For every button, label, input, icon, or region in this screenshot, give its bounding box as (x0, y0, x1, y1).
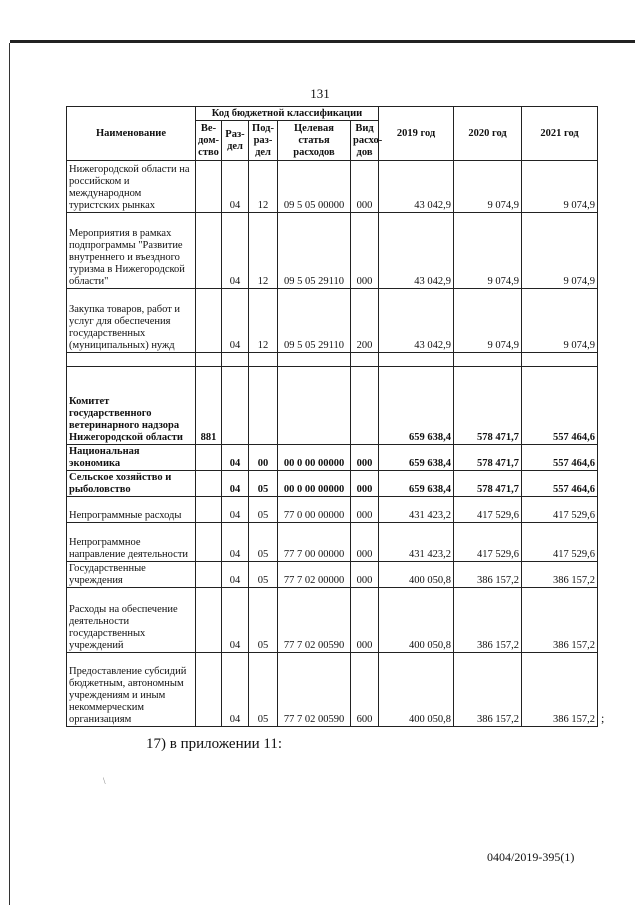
cell-target: 00 0 00 00000 (278, 471, 351, 497)
page-number: 131 (310, 86, 330, 101)
cell-vedomstvo (196, 161, 222, 213)
table-header (67, 107, 598, 161)
cell-2021: 386 157,2 (522, 562, 598, 588)
header-vedomstvo: Ве-дом-ство (196, 121, 222, 161)
cell-razdel (222, 367, 249, 445)
cell-vedomstvo (196, 289, 222, 353)
table-row (67, 213, 598, 289)
cell-2019: 43 042,9 (379, 161, 454, 213)
appendix-heading: 17) в приложении 11: (146, 736, 283, 752)
cell-name: Мероприятия в рамках подпрограммы "Развитие внутреннего и въездного туризма в Нижегородской области" (67, 213, 196, 289)
cell-2021: 557 464,6 (522, 445, 598, 471)
table-row (67, 471, 598, 497)
cell-podrazdel: 05 (249, 523, 278, 562)
cell-name: Расходы на обеспечение деятельности государственных учреждений (67, 588, 196, 653)
cell-podrazdel (249, 367, 278, 445)
cell-target: 00 0 00 00000 (278, 445, 351, 471)
table-row (67, 353, 598, 367)
cell-vid: 000 (351, 497, 379, 523)
stray-mark: \ (103, 776, 106, 786)
cell-2020: 578 471,7 (454, 445, 522, 471)
cell-name: Закупка товаров, работ и услуг для обеспечения государственных (муниципальных) нужд (67, 289, 196, 353)
cell-vedomstvo (196, 353, 222, 367)
cell-2019 (379, 353, 454, 367)
header-podrazdel: Под-раз-дел (249, 121, 278, 161)
cell-2019: 400 050,8 (379, 653, 454, 727)
cell-2020: 417 529,6 (454, 497, 522, 523)
cell-podrazdel: 05 (249, 471, 278, 497)
table-row (67, 367, 598, 445)
cell-2020: 417 529,6 (454, 523, 522, 562)
header-2019: 2019 год (379, 107, 454, 161)
cell-razdel: 04 (222, 161, 249, 213)
table-row (67, 445, 598, 471)
cell-razdel (222, 353, 249, 367)
cell-name: Предоставление субсидий бюджетным, автономным учреждениям и иным некоммерческим организациям (67, 653, 196, 727)
cell-target: 09 5 05 29110 (278, 213, 351, 289)
cell-target: 09 5 05 29110 (278, 289, 351, 353)
cell-2019: 43 042,9 (379, 289, 454, 353)
cell-target: 77 7 02 00000 (278, 562, 351, 588)
cell-2019: 659 638,4 (379, 445, 454, 471)
cell-razdel: 04 (222, 213, 249, 289)
cell-name: Сельское хозяйство и рыболовство (67, 471, 196, 497)
cell-2020: 578 471,7 (454, 471, 522, 497)
cell-name (67, 353, 196, 367)
cell-podrazdel: 05 (249, 653, 278, 727)
cell-vid: 200 (351, 289, 379, 353)
cell-2020: 386 157,2 (454, 562, 522, 588)
cell-podrazdel (249, 353, 278, 367)
cell-vid: 000 (351, 161, 379, 213)
cell-razdel: 04 (222, 653, 249, 727)
cell-2021: 557 464,6 (522, 471, 598, 497)
cell-vid: 000 (351, 445, 379, 471)
cell-vedomstvo (196, 445, 222, 471)
cell-vedomstvo (196, 213, 222, 289)
cell-2020 (454, 353, 522, 367)
cell-2021: 557 464,6 (522, 367, 598, 445)
cell-vedomstvo (196, 523, 222, 562)
cell-2019: 431 423,2 (379, 497, 454, 523)
cell-vedomstvo (196, 653, 222, 727)
cell-2020: 9 074,9 (454, 161, 522, 213)
cell-2021: 9 074,9 (522, 161, 598, 213)
cell-vid: 000 (351, 471, 379, 497)
cell-name: Комитет государственного ветеринарного надзора Нижегородской области (67, 367, 196, 445)
cell-razdel: 04 (222, 445, 249, 471)
cell-name: Нижегородской области на российском и международном туристских рынках (67, 161, 196, 213)
cell-vid: 600 (351, 653, 379, 727)
cell-target: 77 7 00 00000 (278, 523, 351, 562)
table-row (67, 588, 598, 653)
cell-2019: 400 050,8 (379, 562, 454, 588)
cell-razdel: 04 (222, 471, 249, 497)
header-code-group: Код бюджетной классификации (196, 107, 379, 121)
cell-2020: 386 157,2 (454, 653, 522, 727)
header-2021: 2021 год (522, 107, 598, 161)
cell-razdel: 04 (222, 497, 249, 523)
cell-name: Непрограммное направление деятельности (67, 523, 196, 562)
cell-razdel: 04 (222, 289, 249, 353)
cell-target: 77 7 02 00590 (278, 588, 351, 653)
budget-table (66, 106, 598, 727)
cell-2020: 578 471,7 (454, 367, 522, 445)
table-body (67, 161, 598, 727)
top-border-line (10, 40, 635, 43)
cell-vedomstvo (196, 471, 222, 497)
cell-2021: 9 074,9 (522, 213, 598, 289)
cell-2021 (522, 353, 598, 367)
cell-2019: 659 638,4 (379, 367, 454, 445)
cell-podrazdel: 12 (249, 289, 278, 353)
cell-target: 77 7 02 00590 (278, 653, 351, 727)
cell-target: 09 5 05 00000 (278, 161, 351, 213)
cell-vedomstvo: 881 (196, 367, 222, 445)
cell-razdel: 04 (222, 588, 249, 653)
cell-target (278, 353, 351, 367)
cell-2021: 386 157,2 (522, 588, 598, 653)
header-vid: Вид расхо-дов (351, 121, 379, 161)
cell-2021: 417 529,6 (522, 497, 598, 523)
document-number: 0404/2019-395(1) (487, 850, 575, 864)
cell-podrazdel: 05 (249, 588, 278, 653)
header-target: Целевая статья расходов (278, 121, 351, 161)
header-2020: 2020 год (454, 107, 522, 161)
cell-2019: 43 042,9 (379, 213, 454, 289)
cell-podrazdel: 00 (249, 445, 278, 471)
table-row (67, 161, 598, 213)
table-row (67, 653, 598, 727)
cell-vid (351, 367, 379, 445)
cell-target (278, 367, 351, 445)
cell-vedomstvo (196, 497, 222, 523)
cell-target: 77 0 00 00000 (278, 497, 351, 523)
header-razdel: Раз-дел (222, 121, 249, 161)
cell-vid: 000 (351, 562, 379, 588)
cell-2020: 9 074,9 (454, 289, 522, 353)
table-row (67, 523, 598, 562)
cell-vid: 000 (351, 588, 379, 653)
left-border-line (9, 43, 10, 905)
cell-2020: 9 074,9 (454, 213, 522, 289)
trailing-semicolon: ; (601, 711, 605, 725)
cell-name: Непрограммные расходы (67, 497, 196, 523)
cell-vid: 000 (351, 213, 379, 289)
cell-2019: 400 050,8 (379, 588, 454, 653)
table-row (67, 497, 598, 523)
table-row (67, 562, 598, 588)
cell-2019: 659 638,4 (379, 471, 454, 497)
cell-razdel: 04 (222, 523, 249, 562)
cell-2020: 386 157,2 (454, 588, 522, 653)
cell-vid: 000 (351, 523, 379, 562)
cell-name: Национальная экономика (67, 445, 196, 471)
cell-2019: 431 423,2 (379, 523, 454, 562)
cell-vedomstvo (196, 562, 222, 588)
cell-2021: 386 157,2 (522, 653, 598, 727)
cell-2021: 417 529,6 (522, 523, 598, 562)
cell-2021: 9 074,9 (522, 289, 598, 353)
cell-vid (351, 353, 379, 367)
cell-vedomstvo (196, 588, 222, 653)
header-name: Наименование (67, 107, 196, 161)
cell-name: Государственные учреждения (67, 562, 196, 588)
cell-podrazdel: 05 (249, 497, 278, 523)
cell-podrazdel: 12 (249, 213, 278, 289)
table-row (67, 289, 598, 353)
cell-podrazdel: 05 (249, 562, 278, 588)
cell-razdel: 04 (222, 562, 249, 588)
cell-podrazdel: 12 (249, 161, 278, 213)
